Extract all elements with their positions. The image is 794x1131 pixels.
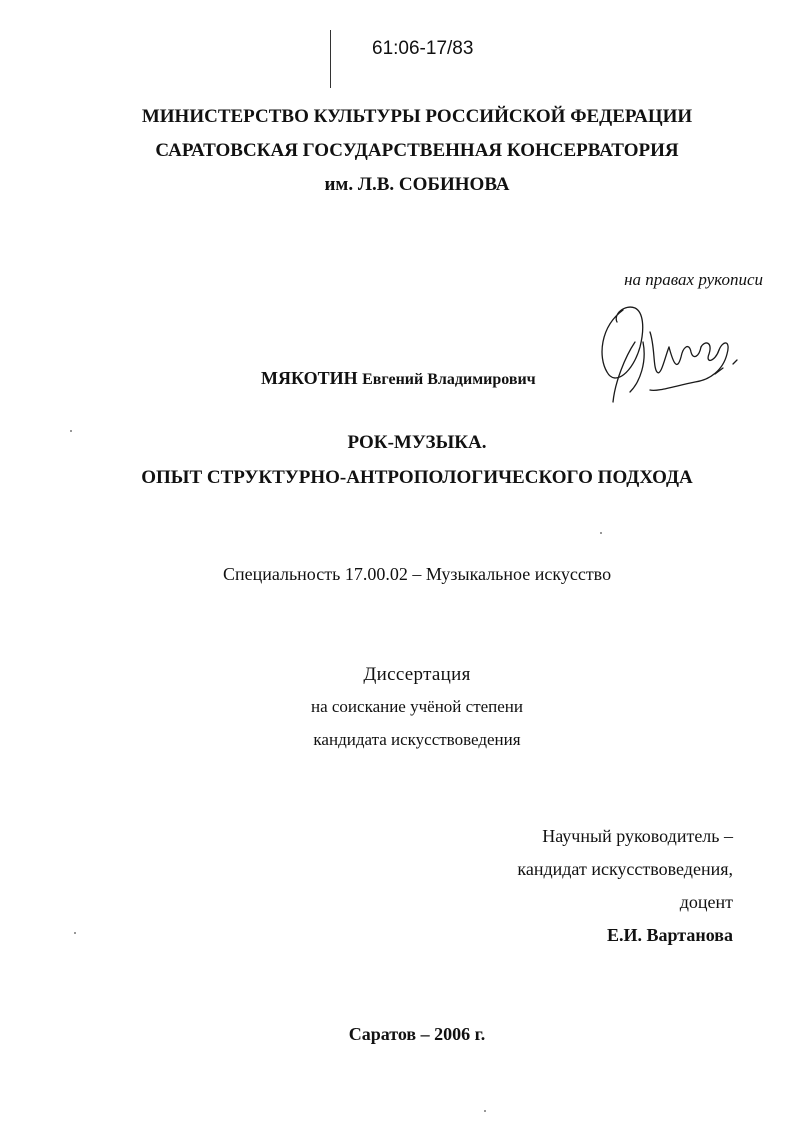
supervisor-degree: кандидат искусствоведения, — [517, 859, 733, 879]
author-name — [261, 368, 536, 389]
supervisor-role: Научный руководитель – — [542, 826, 733, 846]
manuscript-note: на правах рукописи — [624, 270, 763, 289]
place-and-year: Саратов – 2006 г. — [348, 1024, 486, 1044]
thesis-title-line-1: РОК-МУЗЫКА. — [347, 432, 487, 453]
scan-speck — [484, 1110, 486, 1112]
institution-named-after: им. Л.В. СОБИНОВА — [324, 174, 510, 195]
dissertation-purpose: на соискание учёной степени — [310, 697, 524, 716]
catalog-divider-line — [330, 30, 331, 88]
catalog-number: 61:06-17/83 — [372, 38, 474, 59]
author-given-names: Евгений Владимирович — [362, 371, 536, 388]
scan-speck — [70, 430, 72, 432]
scan-speck — [600, 532, 602, 534]
ministry-heading: МИНИСТЕРСТВО КУЛЬТУРЫ РОССИЙСКОЙ ФЕДЕРАЦИИ — [141, 106, 693, 127]
scan-speck — [74, 932, 76, 934]
thesis-title-line-2: ОПЫТ СТРУКТУРНО-АНТРОПОЛОГИЧЕСКОГО ПОДХОДА — [141, 467, 693, 488]
institution-heading: САРАТОВСКАЯ ГОСУДАРСТВЕННАЯ КОНСЕРВАТОРИЯ — [155, 140, 679, 161]
specialty-line: Специальность 17.00.02 – Музыкальное искусство — [222, 564, 612, 584]
author-surname: МЯКОТИН — [261, 368, 358, 388]
author-signature — [595, 302, 745, 407]
dissertation-degree: кандидата искусствоведения — [313, 730, 521, 749]
supervisor-name: Е.И. Вартанова — [607, 925, 733, 945]
dissertation-type: Диссертация — [363, 664, 471, 685]
supervisor-rank: доцент — [679, 892, 733, 912]
